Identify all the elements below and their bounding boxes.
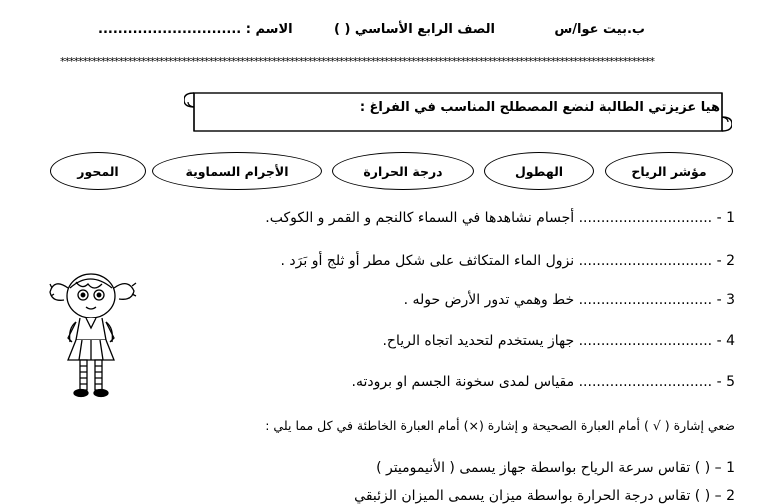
- item-row-4: [382, 333, 735, 349]
- term-oval-wind-vane: مؤشر الرياح: [605, 152, 733, 190]
- answer-blank[interactable]: ..............................: [578, 333, 713, 349]
- term-oval-precipitation: الهطول: [484, 152, 594, 190]
- student-name-field[interactable]: الاسم : .............................: [98, 22, 293, 37]
- true-false-instruction: ضعي إشارة ( √ ) أمام العبارة الصحيحة و إشارة (×) أمام العبارة الخاطئة في كل مما يلي :: [265, 418, 735, 433]
- item-row-5: [352, 374, 735, 390]
- item-text: جهاز يستخدم لتحديد اتجاه الرياح.: [382, 333, 575, 349]
- item-text: أجسام نشاهدها في السماء كالنجم و القمر و الكوكب.: [265, 210, 575, 226]
- item-text: نزول الماء المتكاثف على شكل مطر أو ثلج أو بَرَد .: [280, 253, 575, 269]
- item-row-1: [265, 210, 735, 226]
- item-number: 3 -: [716, 292, 735, 308]
- item-text: خط وهمي تدور الأرض حوله .: [403, 292, 575, 308]
- item-row-2: [281, 253, 735, 269]
- item-row-3: [404, 292, 735, 308]
- term-oval-temperature: درجة الحرارة: [332, 152, 474, 190]
- term-oval-celestial-bodies: الأجرام السماوية: [152, 152, 322, 190]
- item-number: 1 -: [716, 210, 735, 226]
- answer-blank[interactable]: ..............................: [578, 374, 713, 390]
- item-number: 2 -: [716, 253, 735, 269]
- term-oval-axis: المحور: [50, 152, 146, 190]
- separator-stars: ************************************************************************************************************************************: [60, 55, 654, 67]
- item-number: 4 -: [716, 333, 735, 349]
- item-number: 5 -: [716, 374, 735, 390]
- tf-number[interactable]: 2 – ( ): [694, 488, 735, 504]
- tf-text: تقاس سرعة الرياح بواسطة جهاز يسمى ( الأنيموميتر ): [376, 460, 691, 476]
- tf-row-1: [376, 460, 735, 476]
- instruction-text: هيا عزيزتي الطالبة لنضع المصطلح المناسب في الفراغ :: [359, 100, 720, 115]
- tf-number[interactable]: 1 – ( ): [694, 460, 735, 476]
- answer-blank[interactable]: ..............................: [578, 210, 713, 226]
- school-name: ب.بيت عوا/س: [554, 22, 645, 37]
- answer-blank[interactable]: ..............................: [578, 292, 713, 308]
- item-text: مقياس لمدى سخونة الجسم او برودته.: [351, 374, 575, 390]
- tf-row-2: [354, 488, 735, 504]
- answer-blank[interactable]: ..............................: [578, 253, 713, 269]
- grade-label: الصف الرابع الأساسي ( ): [334, 22, 495, 37]
- tf-text: تقاس درجة الحرارة بواسطة ميزان يسمى الميزان الزئبقي: [354, 488, 691, 504]
- girl-illustration: [48, 266, 140, 400]
